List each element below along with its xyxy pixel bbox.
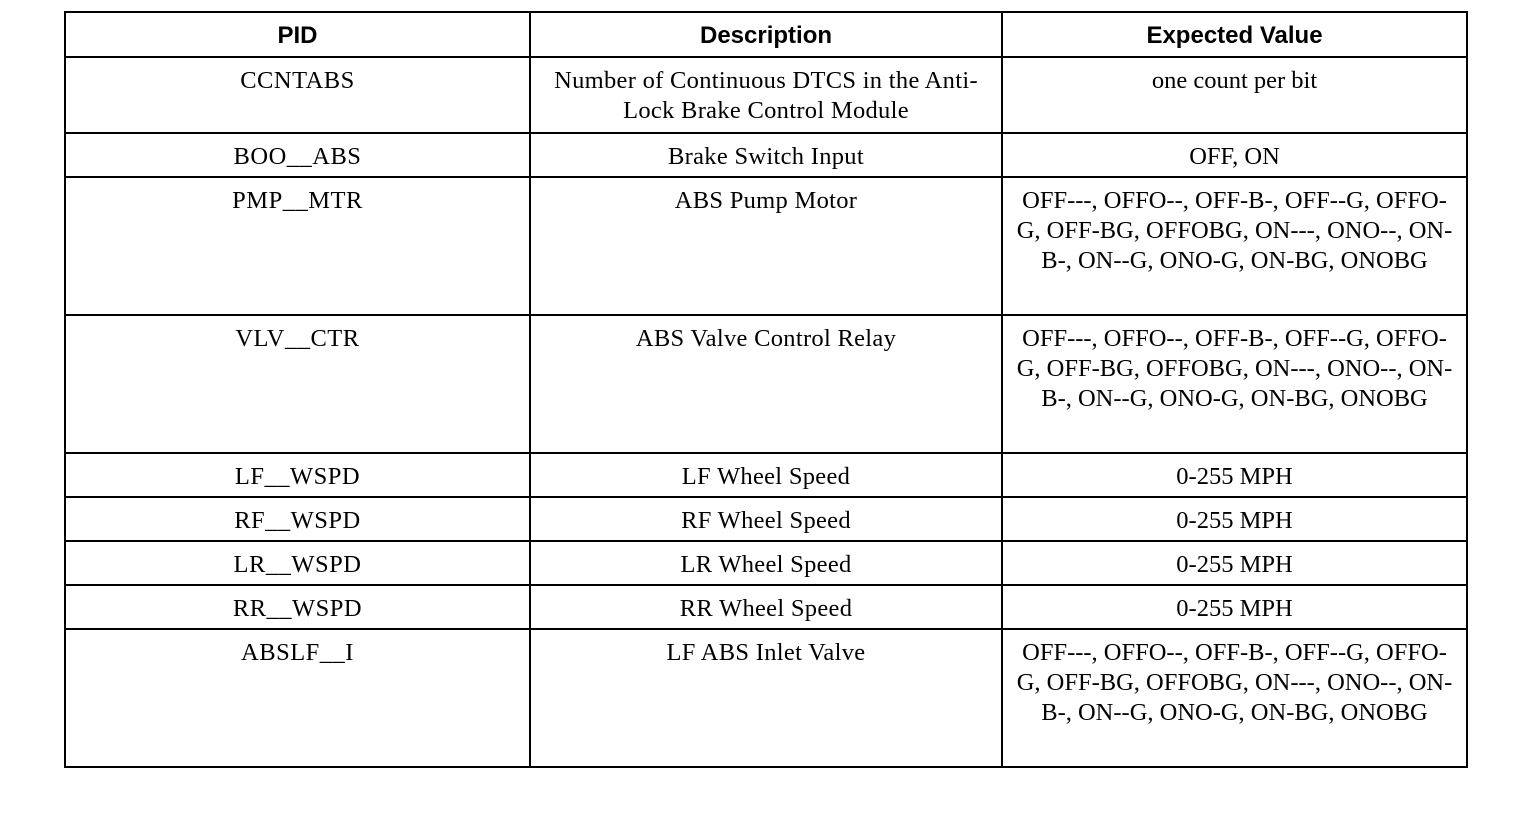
description-cell: Brake Switch Input [530, 133, 1002, 177]
description-cell: LF ABS Inlet Valve [530, 629, 1002, 767]
header-description: Description [530, 12, 1002, 57]
expected-value-cell: 0-255 MPH [1002, 585, 1467, 629]
expected-value-cell: OFF---, OFFO--, OFF-B-, OFF--G, OFFO-G, OFF-BG, OFFOBG, ON---, ONO--, ON-B-, ON--G, ONO-G, ON-BG, ONOBG [1002, 315, 1467, 453]
expected-value-cell: one count per bit [1002, 57, 1467, 133]
pid-cell: RF__WSPD [65, 497, 530, 541]
description-cell: RF Wheel Speed [530, 497, 1002, 541]
description-cell: ABS Valve Control Relay [530, 315, 1002, 453]
table-row [65, 133, 1467, 177]
table-row [65, 57, 1467, 133]
table-row [65, 629, 1467, 767]
expected-value-cell: 0-255 MPH [1002, 541, 1467, 585]
pid-cell: ABSLF__I [65, 629, 530, 767]
pid-cell: CCNTABS [65, 57, 530, 133]
expected-value-cell: 0-255 MPH [1002, 453, 1467, 497]
table-row [65, 315, 1467, 453]
description-cell: LR Wheel Speed [530, 541, 1002, 585]
pid-cell: VLV__CTR [65, 315, 530, 453]
expected-value-cell: 0-255 MPH [1002, 497, 1467, 541]
pid-cell: BOO__ABS [65, 133, 530, 177]
pid-cell: LR__WSPD [65, 541, 530, 585]
table-row [65, 497, 1467, 541]
description-cell: Number of Continuous DTCS in the Anti-Lock Brake Control Module [530, 57, 1002, 133]
pid-cell: LF__WSPD [65, 453, 530, 497]
description-cell: RR Wheel Speed [530, 585, 1002, 629]
expected-value-cell: OFF---, OFFO--, OFF-B-, OFF--G, OFFO-G, OFF-BG, OFFOBG, ON---, ONO--, ON-B-, ON--G, ONO-G, ON-BG, ONOBG [1002, 177, 1467, 315]
table-row [65, 541, 1467, 585]
header-expected-value: Expected Value [1002, 12, 1467, 57]
table-header-row [65, 12, 1467, 57]
header-pid: PID [65, 12, 530, 57]
description-cell: ABS Pump Motor [530, 177, 1002, 315]
description-cell: LF Wheel Speed [530, 453, 1002, 497]
expected-value-cell: OFF---, OFFO--, OFF-B-, OFF--G, OFFO-G, OFF-BG, OFFOBG, ON---, ONO--, ON-B-, ON--G, ONO-G, ON-BG, ONOBG [1002, 629, 1467, 767]
expected-value-cell: OFF, ON [1002, 133, 1467, 177]
pid-cell: PMP__MTR [65, 177, 530, 315]
pid-cell: RR__WSPD [65, 585, 530, 629]
pid-table [64, 11, 1468, 768]
table-row [65, 453, 1467, 497]
table-row [65, 585, 1467, 629]
table-row [65, 177, 1467, 315]
